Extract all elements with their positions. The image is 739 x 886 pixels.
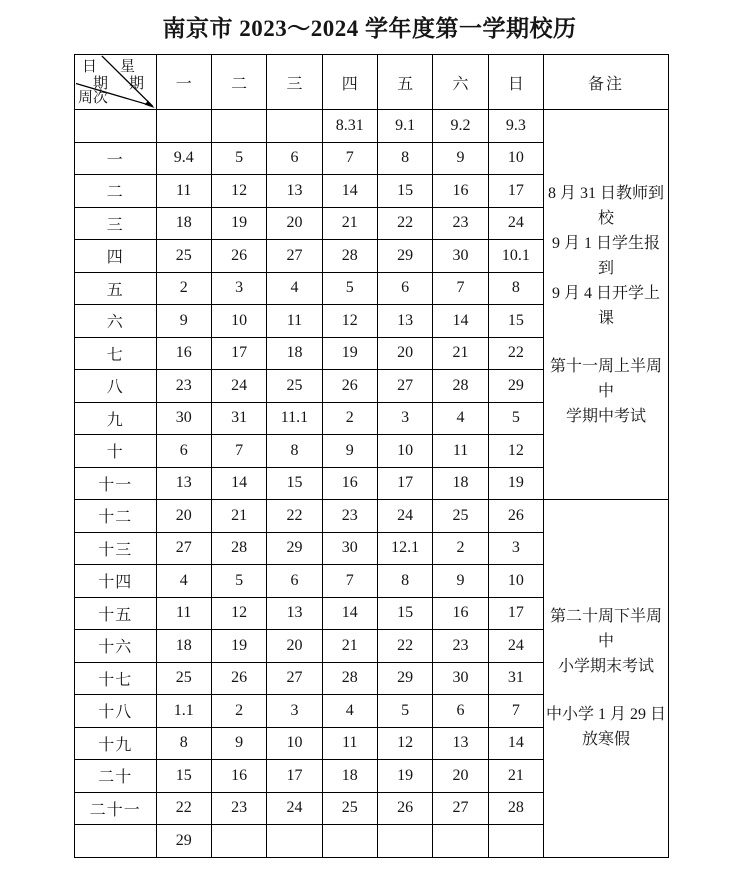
date-cell: 31: [488, 662, 543, 695]
date-cell: 2: [211, 695, 266, 728]
week-number-cell: 五: [75, 272, 157, 305]
date-cell: 11: [156, 175, 211, 208]
day-header-fri: 五: [377, 55, 432, 110]
date-cell: 8: [377, 142, 432, 175]
remarks-header: 备注: [544, 55, 669, 110]
date-cell: 14: [488, 727, 543, 760]
date-cell: 5: [488, 402, 543, 435]
corner-header-cell: [75, 55, 157, 110]
date-cell: 18: [156, 207, 211, 240]
date-cell: 6: [377, 272, 432, 305]
date-cell: 11: [156, 597, 211, 630]
week-number-cell: 二十一: [75, 792, 157, 825]
date-cell: 26: [322, 370, 377, 403]
week-number-cell: 十三: [75, 532, 157, 565]
date-cell: 24: [488, 630, 543, 663]
calendar-table: [74, 54, 669, 858]
date-cell: 12: [211, 175, 266, 208]
header-row: [75, 55, 669, 110]
date-cell: 15: [377, 597, 432, 630]
date-cell: 28: [322, 240, 377, 273]
remark-paragraph: 第二十周下半周中 小学期末考试: [550, 608, 663, 676]
date-cell: 28: [322, 662, 377, 695]
date-cell: 16: [322, 467, 377, 500]
date-cell: 5: [211, 142, 266, 175]
date-cell: 25: [267, 370, 322, 403]
date-cell: 7: [322, 565, 377, 598]
week-number-cell: 六: [75, 305, 157, 338]
day-header-tue: 二: [211, 55, 266, 110]
date-cell: [377, 825, 432, 858]
corner-word-char: 日: [82, 59, 98, 75]
date-cell: 9: [433, 142, 488, 175]
date-cell: 17: [211, 337, 266, 370]
date-cell: 28: [433, 370, 488, 403]
date-cell: 17: [488, 597, 543, 630]
date-cell: 9: [322, 435, 377, 468]
date-cell: 7: [211, 435, 266, 468]
date-cell: 29: [377, 240, 432, 273]
date-cell: 17: [377, 467, 432, 500]
week-number-cell: 二十: [75, 760, 157, 793]
date-cell: 10: [267, 727, 322, 760]
date-cell: 14: [433, 305, 488, 338]
date-cell: 23: [211, 792, 266, 825]
date-cell: 27: [433, 792, 488, 825]
date-cell: 9: [156, 305, 211, 338]
week-row: [75, 110, 669, 143]
date-cell: 4: [322, 695, 377, 728]
date-cell: 3: [377, 402, 432, 435]
week-number-cell: 九: [75, 402, 157, 435]
date-cell: 6: [156, 435, 211, 468]
date-cell: 10: [488, 142, 543, 175]
date-cell: 12: [488, 435, 543, 468]
date-cell: 9.2: [433, 110, 488, 143]
date-cell: [156, 110, 211, 143]
date-cell: 19: [488, 467, 543, 500]
remark-paragraph: 中小学 1 月 29 日 放寒假: [546, 706, 667, 749]
date-cell: [211, 825, 266, 858]
date-cell: 21: [211, 500, 266, 533]
week-number-cell: 十四: [75, 565, 157, 598]
date-cell: 16: [211, 760, 266, 793]
date-cell: 17: [267, 760, 322, 793]
date-cell: 11.1: [267, 402, 322, 435]
date-cell: [488, 825, 543, 858]
date-cell: 19: [211, 630, 266, 663]
date-cell: 8.31: [322, 110, 377, 143]
remark-paragraph: 第十一周上半周中 学期中考试: [550, 357, 663, 425]
date-cell: 12: [322, 305, 377, 338]
date-cell: 10: [211, 305, 266, 338]
week-number-cell: 七: [75, 337, 157, 370]
date-cell: 29: [267, 532, 322, 565]
date-cell: 22: [488, 337, 543, 370]
week-number-cell: 二: [75, 175, 157, 208]
date-cell: 7: [322, 142, 377, 175]
date-cell: 22: [156, 792, 211, 825]
week-number-cell: 十七: [75, 662, 157, 695]
date-cell: 2: [322, 402, 377, 435]
date-cell: 12: [377, 727, 432, 760]
date-cell: 15: [488, 305, 543, 338]
corner-label-date: [82, 59, 108, 93]
calendar-page: [0, 13, 739, 886]
date-cell: 11: [433, 435, 488, 468]
date-cell: 30: [433, 240, 488, 273]
date-cell: 14: [211, 467, 266, 500]
date-cell: 4: [156, 565, 211, 598]
date-cell: 30: [433, 662, 488, 695]
date-cell: 5: [322, 272, 377, 305]
date-cell: 20: [433, 760, 488, 793]
date-cell: 21: [488, 760, 543, 793]
day-header-mon: 一: [156, 55, 211, 110]
date-cell: 2: [433, 532, 488, 565]
date-cell: 9: [211, 727, 266, 760]
date-cell: 17: [488, 175, 543, 208]
date-cell: 21: [433, 337, 488, 370]
date-cell: 20: [156, 500, 211, 533]
remarks-cell-2: [544, 500, 669, 858]
date-cell: 22: [377, 630, 432, 663]
date-cell: 23: [156, 370, 211, 403]
week-number-cell: 三: [75, 207, 157, 240]
week-number-cell: 八: [75, 370, 157, 403]
date-cell: 5: [377, 695, 432, 728]
day-header-sat: 六: [433, 55, 488, 110]
date-cell: 8: [156, 727, 211, 760]
date-cell: [211, 110, 266, 143]
date-cell: 9.4: [156, 142, 211, 175]
date-cell: 23: [433, 630, 488, 663]
date-cell: 6: [267, 565, 322, 598]
date-cell: 3: [211, 272, 266, 305]
date-cell: 24: [377, 500, 432, 533]
date-cell: 27: [267, 662, 322, 695]
date-cell: 20: [267, 207, 322, 240]
date-cell: 20: [267, 630, 322, 663]
date-cell: 9.3: [488, 110, 543, 143]
corner-word-char: 星: [120, 59, 136, 75]
date-cell: 19: [377, 760, 432, 793]
day-header-sun: 日: [488, 55, 543, 110]
date-cell: 8: [267, 435, 322, 468]
date-cell: 16: [156, 337, 211, 370]
date-cell: 29: [377, 662, 432, 695]
date-cell: 19: [322, 337, 377, 370]
date-cell: 27: [267, 240, 322, 273]
date-cell: 3: [267, 695, 322, 728]
day-header-wed: 三: [267, 55, 322, 110]
date-cell: 22: [267, 500, 322, 533]
week-number-cell: 四: [75, 240, 157, 273]
date-cell: 23: [322, 500, 377, 533]
calendar-body: [75, 110, 669, 858]
date-cell: 18: [433, 467, 488, 500]
date-cell: 11: [322, 727, 377, 760]
date-cell: [433, 825, 488, 858]
date-cell: 22: [377, 207, 432, 240]
date-cell: 24: [488, 207, 543, 240]
date-cell: 28: [488, 792, 543, 825]
date-cell: 10: [377, 435, 432, 468]
date-cell: 6: [267, 142, 322, 175]
week-number-cell: 十九: [75, 727, 157, 760]
date-cell: 26: [488, 500, 543, 533]
date-cell: 3: [488, 532, 543, 565]
date-cell: 6: [433, 695, 488, 728]
date-cell: 25: [156, 662, 211, 695]
week-row: [75, 500, 669, 533]
date-cell: 16: [433, 597, 488, 630]
date-cell: 1.1: [156, 695, 211, 728]
date-cell: 15: [377, 175, 432, 208]
date-cell: 5: [211, 565, 266, 598]
date-cell: 18: [267, 337, 322, 370]
date-cell: 13: [267, 175, 322, 208]
date-cell: 19: [211, 207, 266, 240]
date-cell: 15: [156, 760, 211, 793]
date-cell: 13: [433, 727, 488, 760]
date-cell: 9.1: [377, 110, 432, 143]
corner-label-week-index: 周次: [78, 90, 109, 106]
week-number-cell: 十六: [75, 630, 157, 663]
date-cell: 21: [322, 207, 377, 240]
date-cell: [267, 825, 322, 858]
date-cell: 14: [322, 175, 377, 208]
date-cell: 30: [322, 532, 377, 565]
date-cell: 21: [322, 630, 377, 663]
date-cell: 26: [211, 662, 266, 695]
date-cell: 27: [156, 532, 211, 565]
date-cell: 13: [377, 305, 432, 338]
date-cell: 26: [377, 792, 432, 825]
date-cell: 28: [211, 532, 266, 565]
date-cell: 26: [211, 240, 266, 273]
date-cell: 20: [377, 337, 432, 370]
week-number-cell: 十八: [75, 695, 157, 728]
date-cell: 4: [433, 402, 488, 435]
corner-word-char: 期: [93, 76, 109, 92]
week-number-cell: 十: [75, 435, 157, 468]
date-cell: 16: [433, 175, 488, 208]
corner-word-char: 期: [129, 76, 145, 92]
date-cell: 8: [488, 272, 543, 305]
week-number-cell: [75, 110, 157, 143]
date-cell: 4: [267, 272, 322, 305]
date-cell: 7: [433, 272, 488, 305]
date-cell: 25: [322, 792, 377, 825]
date-cell: 29: [488, 370, 543, 403]
date-cell: 2: [156, 272, 211, 305]
date-cell: 25: [156, 240, 211, 273]
date-cell: 18: [322, 760, 377, 793]
date-cell: 24: [211, 370, 266, 403]
date-cell: 14: [322, 597, 377, 630]
week-number-cell: 十二: [75, 500, 157, 533]
date-cell: 23: [433, 207, 488, 240]
date-cell: 13: [156, 467, 211, 500]
date-cell: 18: [156, 630, 211, 663]
date-cell: 27: [377, 370, 432, 403]
date-cell: [267, 110, 322, 143]
date-cell: 30: [156, 402, 211, 435]
date-cell: 25: [433, 500, 488, 533]
week-number-cell: 一: [75, 142, 157, 175]
date-cell: 7: [488, 695, 543, 728]
week-number-cell: 十五: [75, 597, 157, 630]
date-cell: 12: [211, 597, 266, 630]
date-cell: 10: [488, 565, 543, 598]
date-cell: 12.1: [377, 532, 432, 565]
week-number-cell: [75, 825, 157, 858]
corner-label-weekday: [120, 59, 144, 93]
date-cell: [322, 825, 377, 858]
date-cell: 9: [433, 565, 488, 598]
date-cell: 11: [267, 305, 322, 338]
page-title: 南京市 2023～2024 学年度第一学期校历: [162, 16, 577, 41]
date-cell: 13: [267, 597, 322, 630]
date-cell: 8: [377, 565, 432, 598]
date-cell: 31: [211, 402, 266, 435]
date-cell: 10.1: [488, 240, 543, 273]
week-number-cell: 十一: [75, 467, 157, 500]
date-cell: 24: [267, 792, 322, 825]
day-header-thu: 四: [322, 55, 377, 110]
remark-paragraph: 8 月 31 日教师到校 9 月 1 日学生报到 9 月 4 日开学上课: [548, 184, 665, 327]
remarks-cell-1: [544, 110, 669, 500]
date-cell: 29: [156, 825, 211, 858]
date-cell: 15: [267, 467, 322, 500]
